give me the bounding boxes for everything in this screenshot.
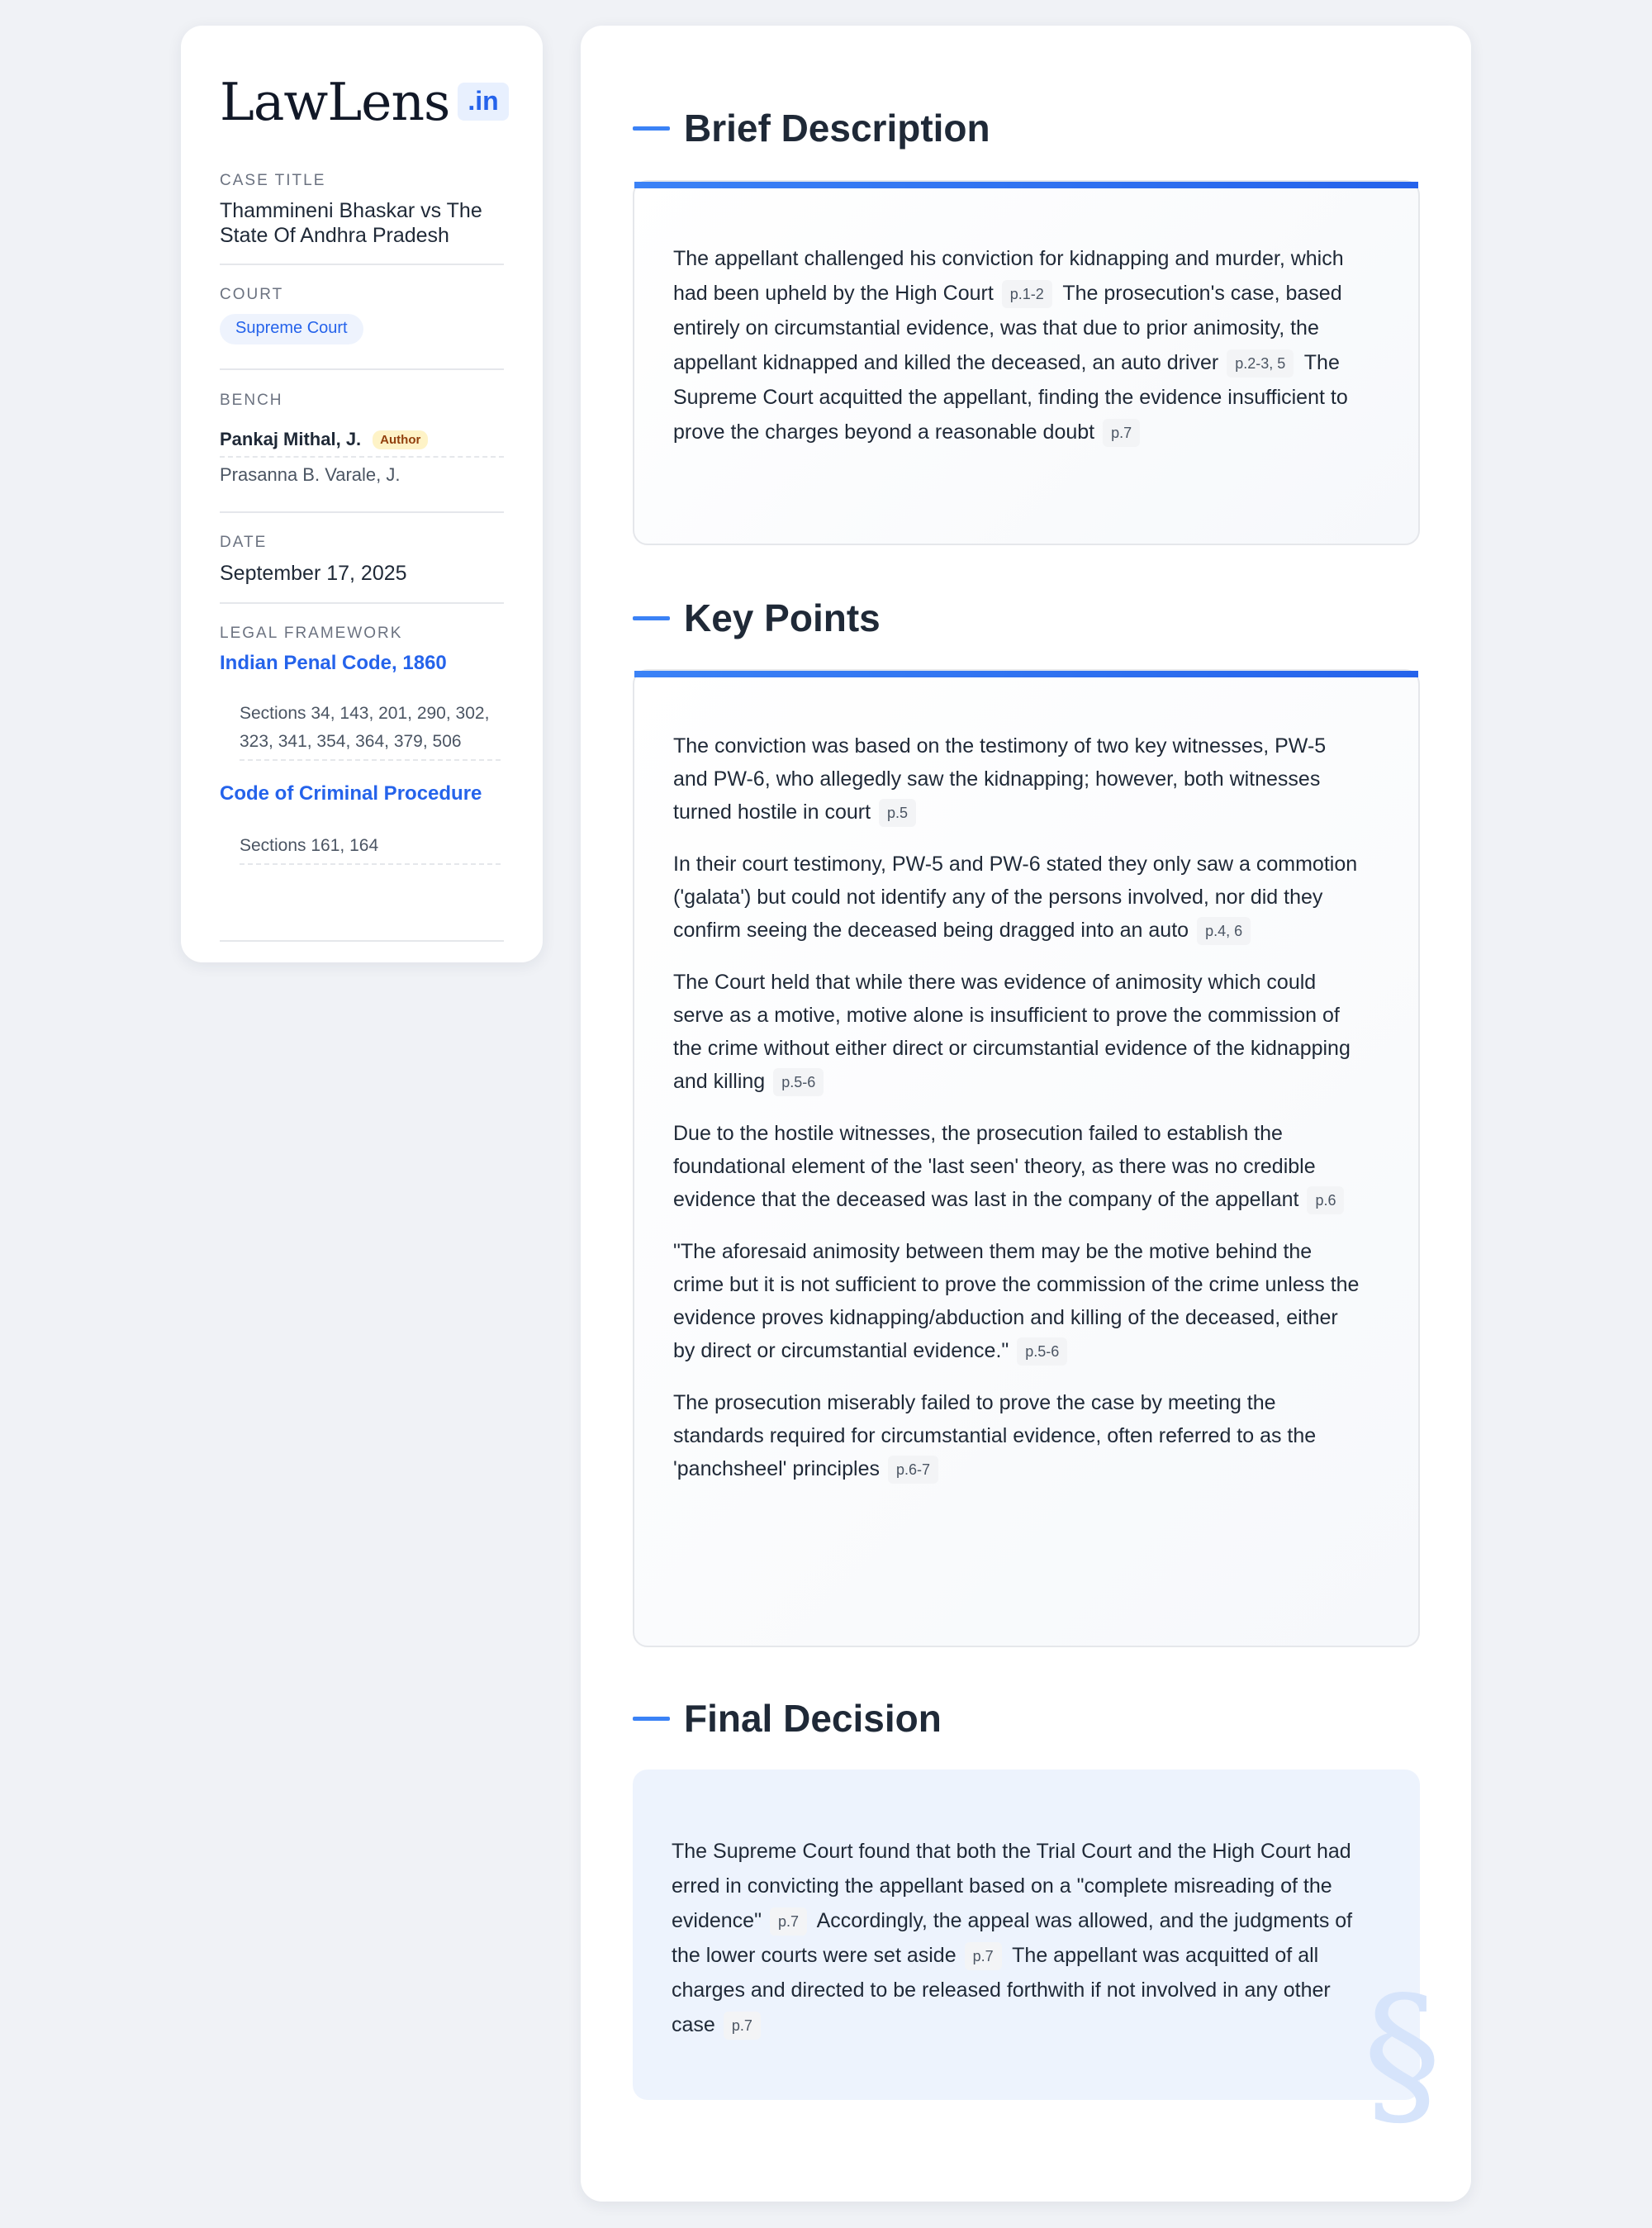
section-title: Final Decision bbox=[684, 1697, 942, 1740]
bench-section bbox=[220, 370, 504, 513]
bench-label: BENCH bbox=[220, 392, 283, 409]
page-reference[interactable]: p.7 bbox=[965, 1942, 1002, 1970]
key-point-text: Due to the hostile witnesses, the prosecution failed to establish the foundational element of the 'last seen' theory, as there was no credible evidence that the deceased was last in the company of the appellant bbox=[673, 1122, 1316, 1211]
final-decision-card bbox=[633, 1770, 1441, 2145]
key-point-item bbox=[673, 1386, 1365, 1485]
page-reference[interactable]: p.7 bbox=[770, 1907, 807, 1936]
judgment-date: September 17, 2025 bbox=[220, 562, 407, 585]
section-symbol-watermark: § bbox=[1363, 1963, 1441, 2145]
key-point-text: The conviction was based on the testimony of two key witnesses, PW-5 and PW-6, who allegedly saw the kidnapping; however, both witnesses turned hostile in court bbox=[673, 734, 1327, 824]
case-summary-panel bbox=[581, 26, 1471, 2202]
judge-name: Prasanna B. Varale, J. bbox=[220, 464, 401, 485]
key-point-text: "The aforesaid animosity between them may be the motive behind the crime but it is not sufficient to prove the commission of the crime unless the evidence proves kidnapping/abduction and killing of the deceased, either by direct or circumstantial evidence." bbox=[673, 1240, 1360, 1362]
brief-text: The appellant challenged his conviction for kidnapping and murder, which had been upheld by the High Court bbox=[673, 247, 1344, 305]
act-sections: Sections 34, 143, 201, 290, 302, 323, 341, 354, 364, 379, 506 bbox=[240, 700, 501, 761]
key-point-item bbox=[673, 966, 1365, 1098]
site-logo[interactable] bbox=[220, 72, 504, 131]
card-accent-bar bbox=[634, 671, 1418, 677]
section-title: Brief Description bbox=[684, 107, 990, 150]
final-decision-text bbox=[672, 1834, 1372, 2042]
legal-framework-section bbox=[220, 604, 504, 942]
heading-accent-bar bbox=[633, 1717, 670, 1721]
page-reference[interactable]: p.7 bbox=[1103, 419, 1140, 447]
key-point-text: In their court testimony, PW-5 and PW-6 stated they only saw a commotion ('galata') but could not identify any of the persons involved, nor did they confirm seeing the deceased being dragged into an auto bbox=[673, 853, 1358, 942]
court-label: COURT bbox=[220, 286, 284, 303]
heading-accent-bar bbox=[633, 616, 670, 620]
court-section bbox=[220, 265, 504, 370]
brief-description-card bbox=[633, 180, 1420, 545]
act-link-ipc[interactable]: Indian Penal Code, 1860 bbox=[220, 652, 447, 674]
heading-accent-bar bbox=[633, 126, 670, 131]
page-reference[interactable]: p.5-6 bbox=[1017, 1337, 1067, 1366]
act-sections: Sections 161, 164 bbox=[240, 832, 501, 865]
final-text: Accordingly, the appeal was allowed, and the judgments of the lower courts were set aside bbox=[672, 1909, 1353, 1967]
brief-description-heading bbox=[633, 106, 990, 150]
section-title: Key Points bbox=[684, 596, 881, 639]
case-title-label: CASE TITLE bbox=[220, 172, 326, 189]
final-text: The appellant was acquitted of all charges and directed to be released forthwith if not involved in any other case bbox=[672, 1944, 1331, 2036]
key-point-text: The Court held that while there was evidence of animosity which could serve as a motive, motive alone is insufficient to prove the commission of the crime without either direct or circumstantial evidence of the kidnapping and killing bbox=[673, 971, 1351, 1093]
page-reference[interactable]: p.7 bbox=[724, 2012, 761, 2040]
page-reference[interactable]: p.5-6 bbox=[773, 1068, 824, 1096]
key-point-text: The prosecution miserably failed to prove the case by meeting the standards required for circumstantial evidence, often referred to as the 'panchsheel' principles bbox=[673, 1391, 1317, 1480]
page-reference[interactable]: p.2-3, 5 bbox=[1227, 349, 1294, 378]
act-link-crpc[interactable]: Code of Criminal Procedure bbox=[220, 782, 482, 805]
case-title-section bbox=[220, 172, 504, 265]
key-point-item bbox=[673, 729, 1365, 829]
logo-text: LawLens bbox=[220, 71, 450, 132]
card-accent-bar bbox=[634, 182, 1418, 188]
key-points-heading bbox=[633, 596, 881, 640]
page-reference[interactable]: p.4, 6 bbox=[1197, 917, 1251, 945]
author-badge: Author bbox=[373, 430, 428, 449]
key-point-item bbox=[673, 848, 1365, 947]
case-title: Thammineni Bhaskar vs The State Of Andhra Pradesh bbox=[220, 199, 482, 247]
page-reference[interactable]: p.6-7 bbox=[888, 1456, 938, 1484]
page-reference[interactable]: p.1-2 bbox=[1002, 280, 1052, 308]
date-label: DATE bbox=[220, 534, 268, 551]
judge-name: Pankaj Mithal, J. bbox=[220, 429, 362, 449]
court-badge: Supreme Court bbox=[220, 314, 363, 344]
final-text: The Supreme Court found that both the Trial Court and the High Court had erred in convicting the appellant based on a "complete misreading of the evidence" bbox=[672, 1840, 1351, 1932]
key-point-item bbox=[673, 1235, 1365, 1367]
case-sidebar bbox=[181, 26, 543, 962]
brief-text: The prosecution's case, based entirely on circumstantial evidence, was that due to prior animosity, the appellant kidnapped and killed the deceased, an auto driver bbox=[673, 282, 1342, 374]
brief-text: The Supreme Court acquitted the appellant, finding the evidence insufficient to prove the charges beyond a reasonable doubt bbox=[673, 351, 1348, 444]
bench-judge-row bbox=[220, 423, 504, 458]
key-points-card bbox=[633, 669, 1420, 1647]
brief-description-text bbox=[673, 241, 1365, 449]
logo-domain-badge: .in bbox=[458, 83, 508, 121]
date-section bbox=[220, 513, 504, 604]
key-points-list bbox=[673, 729, 1365, 1504]
key-point-item bbox=[673, 1117, 1365, 1216]
final-decision-heading bbox=[633, 1696, 942, 1741]
legal-framework-label: LEGAL FRAMEWORK bbox=[220, 625, 403, 642]
page-reference[interactable]: p.6 bbox=[1307, 1186, 1344, 1214]
page-reference[interactable]: p.5 bbox=[879, 799, 916, 827]
